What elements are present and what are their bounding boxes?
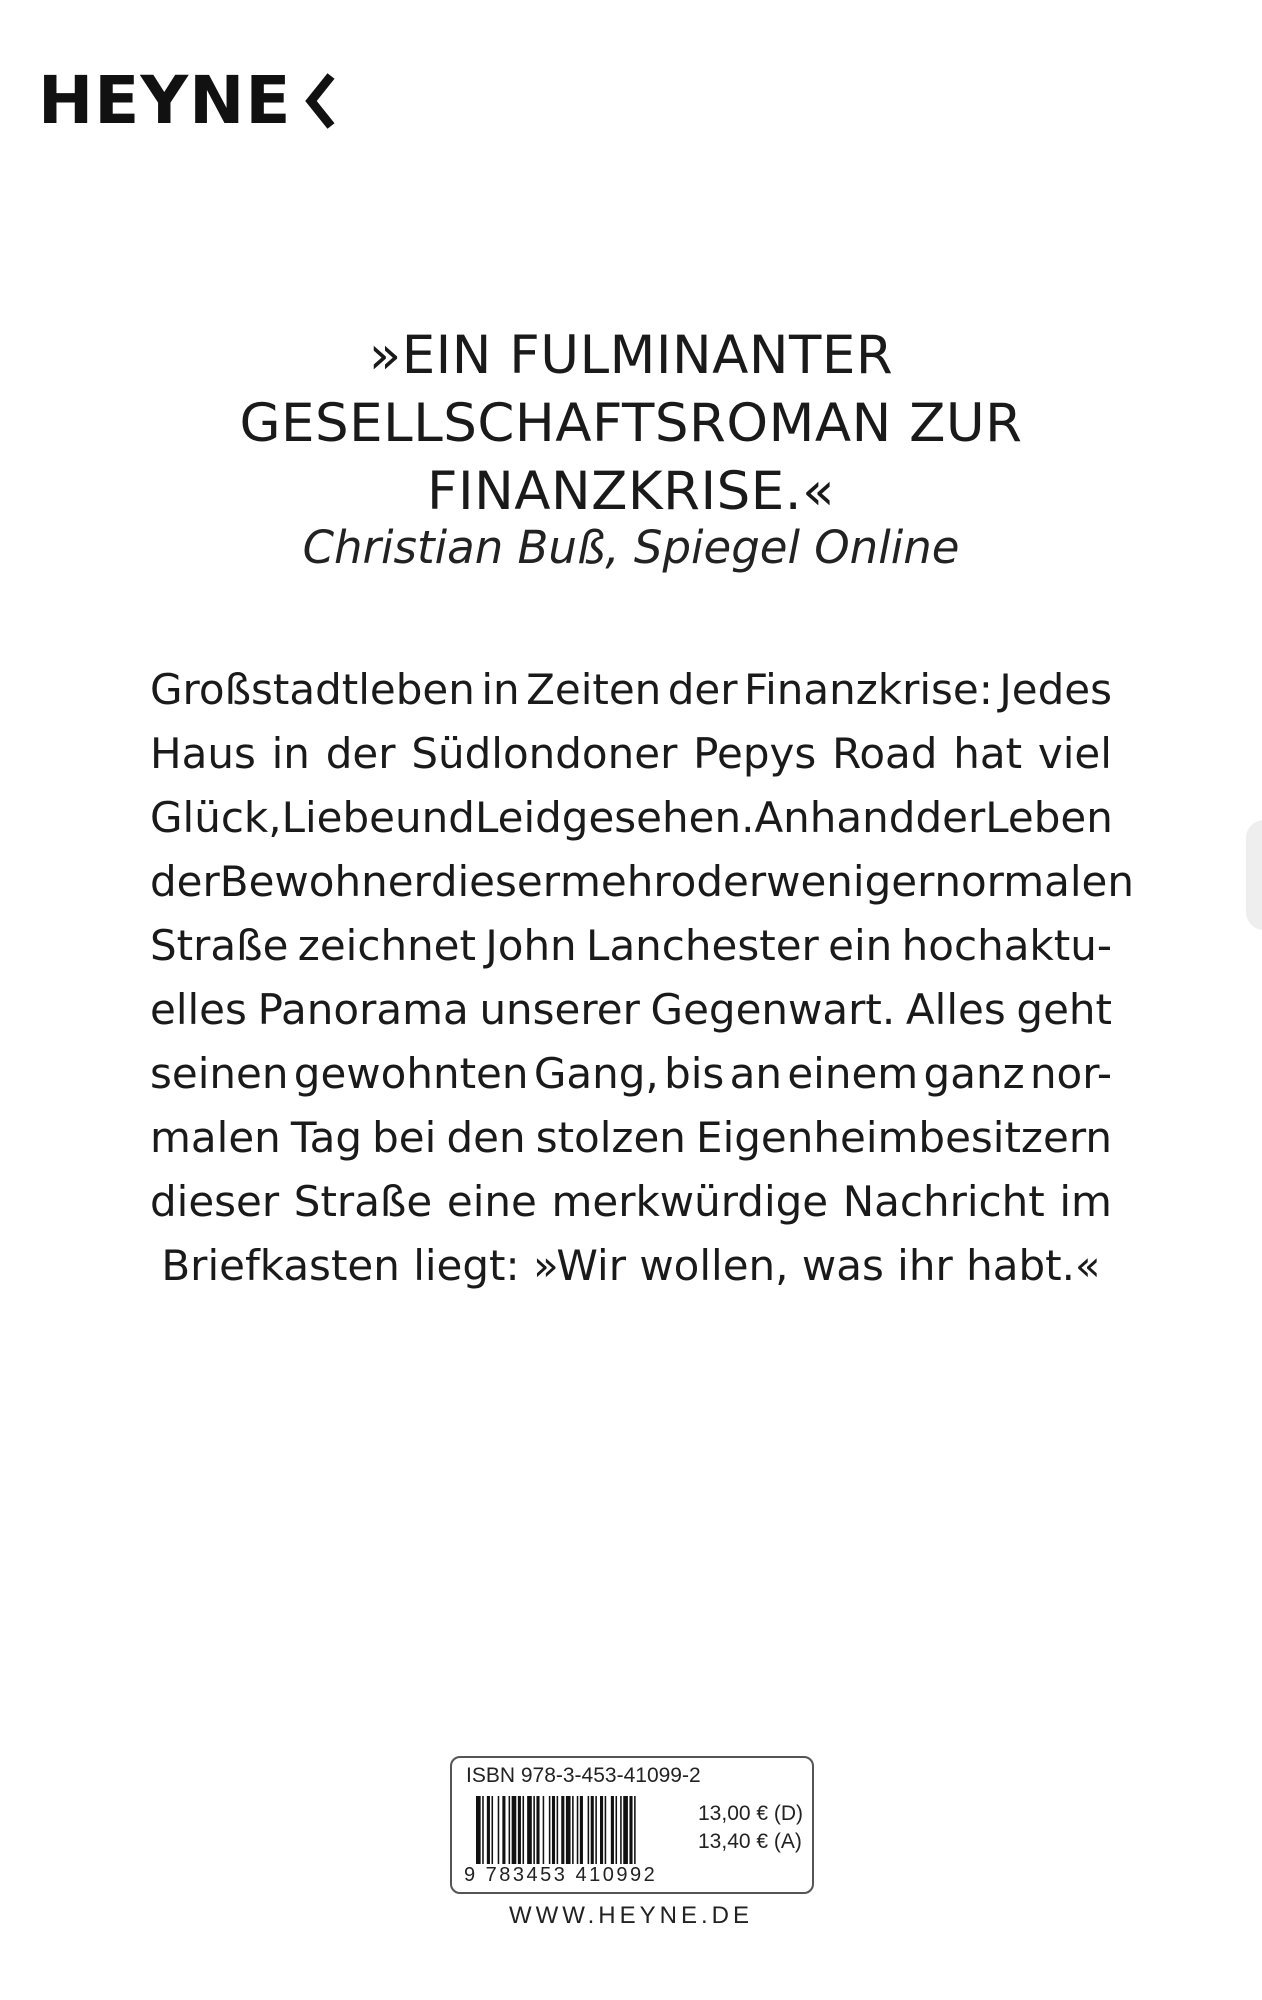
blurb-word: der bbox=[325, 729, 396, 778]
quote-attribution: Christian Buß, Spiegel Online bbox=[302, 521, 960, 574]
barcode-bar bbox=[487, 1796, 490, 1864]
barcode-bar bbox=[591, 1796, 594, 1864]
blurb-word: geht bbox=[1016, 985, 1112, 1034]
chevron-left-icon bbox=[303, 70, 337, 132]
blurb-word: und bbox=[395, 793, 475, 842]
blurb-word: der bbox=[150, 857, 220, 906]
barcode-bar bbox=[512, 1796, 517, 1864]
barcode-bar bbox=[523, 1796, 525, 1864]
barcode-bar bbox=[634, 1796, 636, 1864]
barcode-bar bbox=[476, 1796, 481, 1864]
barcode-bar bbox=[566, 1796, 571, 1864]
blurb-line bbox=[150, 850, 1134, 914]
barcode-bar bbox=[572, 1796, 574, 1864]
blurb-word: der bbox=[667, 665, 738, 714]
blurb-word: seinen bbox=[150, 1049, 289, 1098]
blurb-word: in bbox=[481, 665, 520, 714]
blurb-word: Straße bbox=[293, 1177, 433, 1226]
blurb-word: Großstadtleben bbox=[150, 665, 475, 714]
blurb-line bbox=[150, 1106, 1112, 1170]
blurb-word: Jedes bbox=[999, 665, 1112, 714]
press-quote-line: »EIN FULMINANTER bbox=[368, 325, 894, 386]
blurb-word: Bewohner bbox=[219, 857, 431, 906]
blurb-line bbox=[150, 658, 1112, 722]
blurb-word: Alles bbox=[905, 985, 1006, 1034]
barcode-bar bbox=[492, 1796, 494, 1864]
blurb-word: viel bbox=[1037, 729, 1112, 778]
barcode-bar bbox=[588, 1796, 590, 1864]
blurb-line bbox=[150, 722, 1112, 786]
barcode-bar bbox=[509, 1796, 511, 1864]
price-austria: 13,40 € (A) bbox=[698, 1830, 802, 1853]
blurb-word: stolzen bbox=[535, 1113, 686, 1162]
barcode-bar bbox=[518, 1796, 521, 1864]
barcode-bar bbox=[616, 1796, 618, 1864]
barcode-bar bbox=[577, 1796, 579, 1864]
barcode-bar bbox=[580, 1796, 583, 1864]
blurb-word: John bbox=[485, 921, 577, 970]
blurb-line bbox=[150, 786, 1112, 850]
blurb-word: an bbox=[729, 1049, 782, 1098]
press-quote bbox=[0, 322, 1262, 526]
barcode-bar bbox=[595, 1796, 597, 1864]
blurb-word: dieser bbox=[150, 1177, 280, 1226]
barcode-digits: 9 783453 410992 bbox=[464, 1864, 658, 1886]
blurb-word: Anhand bbox=[754, 793, 916, 842]
blurb-line bbox=[150, 1042, 1112, 1106]
publisher-website: WWW.HEYNE.DE bbox=[509, 1902, 753, 1929]
blurb-word: Pepys bbox=[693, 729, 817, 778]
press-quote-line: FINANZKRISE.« bbox=[426, 461, 836, 522]
barcode-bar bbox=[549, 1796, 551, 1864]
barcode-icon bbox=[476, 1796, 684, 1864]
barcode-bar bbox=[536, 1796, 539, 1864]
blurb-word: Tag bbox=[290, 1113, 363, 1162]
blurb-word: mehr bbox=[560, 857, 671, 906]
barcode-bar bbox=[543, 1796, 545, 1864]
press-quote-line: GESELLSCHAFTSROMAN ZUR bbox=[239, 393, 1023, 454]
blurb-word: elles bbox=[150, 985, 247, 1034]
blurb-word: Road bbox=[832, 729, 938, 778]
blurb-word: malen bbox=[150, 1113, 281, 1162]
blurb-line bbox=[150, 1170, 1112, 1234]
blurb-word: bei bbox=[372, 1113, 437, 1162]
barcode-bar bbox=[533, 1796, 535, 1864]
blurb-word: im bbox=[1059, 1177, 1112, 1226]
barcode-bar bbox=[561, 1796, 564, 1864]
blurb-word: Nachricht bbox=[842, 1177, 1045, 1226]
barcode-bar bbox=[629, 1796, 632, 1864]
blurb-word: Glück, bbox=[150, 793, 282, 842]
barcode-bar bbox=[498, 1796, 500, 1864]
blurb-word: nor- bbox=[1029, 1049, 1112, 1098]
blurb-word: der bbox=[915, 793, 986, 842]
blurb-word: Gang, bbox=[533, 1049, 659, 1098]
blurb-line bbox=[150, 914, 1112, 978]
blurb-word: hochaktu- bbox=[901, 921, 1112, 970]
blurb-word: zeichnet bbox=[297, 921, 476, 970]
blurb-word: ein bbox=[828, 921, 893, 970]
barcode-bar bbox=[557, 1796, 559, 1864]
blurb-word: Briefkasten liegt: »Wir wollen, was ihr habt.« bbox=[161, 1241, 1101, 1290]
isbn-number: ISBN 978-3-453-41099-2 bbox=[466, 1764, 701, 1787]
publisher-logo bbox=[38, 62, 337, 139]
blurb-word: weniger bbox=[766, 857, 935, 906]
barcode-bar bbox=[623, 1796, 628, 1864]
blurb-word: Straße bbox=[150, 921, 289, 970]
blurb-word: gesehen. bbox=[561, 793, 755, 842]
blurb-word: Finanzkrise: bbox=[744, 665, 993, 714]
blurb-word: dieser bbox=[430, 857, 560, 906]
barcode-bar bbox=[611, 1796, 614, 1864]
barcode-bar bbox=[482, 1796, 484, 1864]
barcode-bar bbox=[527, 1796, 532, 1864]
blurb-word: normalen bbox=[934, 857, 1134, 906]
publisher-logo-text: HEYNE bbox=[38, 62, 292, 139]
blurb-word: Südlondoner bbox=[411, 729, 678, 778]
blurb-word: bis bbox=[664, 1049, 725, 1098]
barcode-bar bbox=[552, 1796, 555, 1864]
blurb-word: Liebe bbox=[281, 793, 396, 842]
blurb-word: unserer bbox=[479, 985, 640, 1034]
blurb-word: den bbox=[446, 1113, 526, 1162]
blurb-word: Zeiten bbox=[526, 665, 662, 714]
blurb-word: Leid bbox=[474, 793, 562, 842]
blurb-word: Haus bbox=[150, 729, 256, 778]
barcode-price-label bbox=[450, 1756, 814, 1894]
barcode-bar bbox=[502, 1796, 505, 1864]
barcode-bar bbox=[605, 1796, 607, 1864]
blurb-word: oder bbox=[670, 857, 767, 906]
blurb-line bbox=[150, 978, 1112, 1042]
blurb-word: merkwürdige bbox=[551, 1177, 829, 1226]
edge-shadow bbox=[1246, 820, 1262, 930]
blurb-word: Gegenwart. bbox=[650, 985, 896, 1034]
blurb-word: gewohnten bbox=[293, 1049, 529, 1098]
blurb-word: einem bbox=[787, 1049, 919, 1098]
barcode-bar bbox=[620, 1796, 622, 1864]
blurb-word: Panorama bbox=[257, 985, 469, 1034]
blurb-line bbox=[150, 1234, 1112, 1298]
book-blurb bbox=[150, 658, 1134, 1298]
blurb-word: ganz bbox=[923, 1049, 1025, 1098]
price-germany: 13,00 € (D) bbox=[698, 1802, 804, 1825]
blurb-word: Eigenheimbesitzern bbox=[696, 1113, 1112, 1162]
blurb-word: Leben bbox=[985, 793, 1113, 842]
blurb-word: eine bbox=[446, 1177, 537, 1226]
barcode-bar bbox=[600, 1796, 603, 1864]
blurb-word: Lanchester bbox=[586, 921, 819, 970]
blurb-word: in bbox=[271, 729, 310, 778]
blurb-word: hat bbox=[953, 729, 1023, 778]
